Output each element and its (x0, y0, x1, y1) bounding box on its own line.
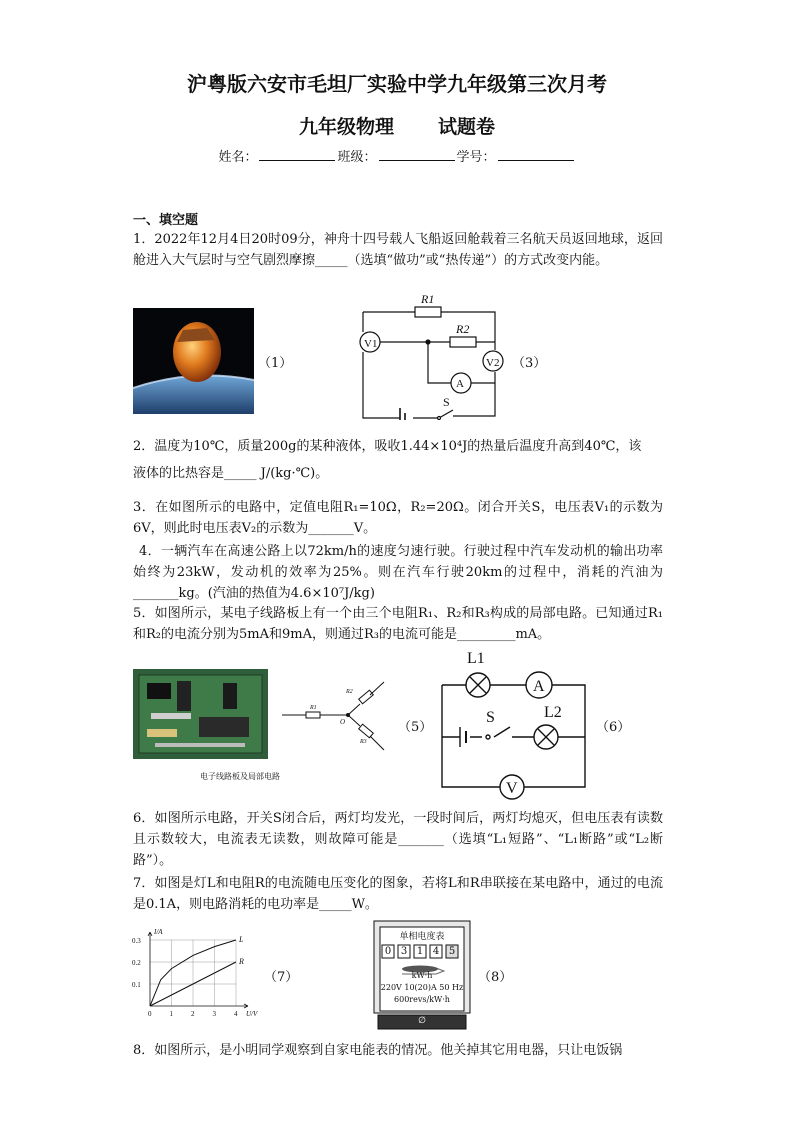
meter-spec-2: 600revs/kW·h (394, 995, 450, 1004)
series-label-L: L (239, 935, 244, 944)
question-2-line1: 2．温度为10℃，质量200g的某种液体，吸收1.44×10⁴J的热量后温度升高到40℃，该 (133, 439, 642, 454)
circuit-diagram-6 (432, 645, 592, 805)
meter-digit-3: 1 (416, 946, 424, 957)
v-label: V (506, 780, 518, 797)
y-axis (148, 932, 152, 1006)
v2-label: V2 (486, 357, 500, 369)
r1-label: R1 (310, 705, 317, 711)
meter-digit-4: 4 (432, 946, 440, 957)
figure-5-caption: 电子线路板及局部电路 (200, 772, 280, 781)
figure-6-label: （6） (596, 720, 631, 735)
question-2-line2: 液体的比热容是_____ J/(kg·℃)。 (133, 466, 329, 481)
x-axis (150, 1004, 248, 1008)
battery-symbol (400, 408, 405, 420)
r3-label: R3 (360, 739, 367, 745)
meter-digit-1: 0 (384, 946, 392, 957)
switch-s (439, 410, 453, 418)
class-label: 班级： (337, 150, 377, 165)
question-7: 7．如图是灯L和电阻R的电流随电压变化的图象，若将L和R串联接在某电路中，通过的电流是0.1A，则电路消耗的电功率是_____W。 (133, 876, 663, 912)
meter-unit: kW·h (411, 971, 433, 980)
meter-title: 单相电度表 (399, 932, 445, 942)
x-axis-label: U/V (246, 1010, 258, 1018)
circuit-diagram-3 (355, 290, 515, 420)
a-label: A (533, 678, 545, 695)
meter-digit-2: 3 (400, 946, 408, 957)
figure-5-label: （5） (398, 720, 433, 735)
s-label: S (443, 395, 450, 409)
a-label: A (456, 378, 464, 390)
id-blank[interactable] (498, 148, 574, 161)
r2-label: R2 (456, 322, 470, 336)
question-3: 3．在如图所示的电路中，定值电阻R₁=10Ω，R₂=20Ω。闭合开关S，电压表V₁的示数为6V，则此时电压表V₂的示数为_______V。 (133, 500, 663, 536)
question-6: 6．如图所示电路，开关S闭合后，两灯均发光，一段时间后，两灯均熄灭，但电压表有读数且示数较大，电流表无读数，则故障可能是_______（选填“L₁短路”、“L₁断路”或“L₂断路”）。 (133, 811, 663, 868)
figure-3-label: （3） (512, 356, 547, 371)
y-tick-label: 0.2 (132, 959, 141, 967)
iu-graph (130, 926, 262, 1024)
electric-meter (372, 919, 472, 1031)
resistor-r1 (306, 712, 320, 718)
capsule-reentry-image (133, 308, 254, 414)
r1-label: R1 (421, 292, 435, 306)
y-tick-label: 0.3 (132, 937, 141, 945)
l1-label: L1 (467, 650, 485, 667)
x-tick-label: 2 (191, 1010, 195, 1018)
meter-symbol: ∅ (418, 1016, 426, 1026)
resistor-r2 (450, 337, 476, 347)
name-blank[interactable] (259, 148, 335, 161)
s-label: S (486, 709, 495, 726)
id-label: 学号： (456, 150, 496, 165)
paper-type: 试题卷 (438, 116, 496, 138)
circuit-board-photo (133, 669, 268, 759)
y-tick-label: 0.1 (132, 981, 141, 989)
r2-label: R2 (346, 689, 353, 695)
series-label-R: R (239, 957, 244, 966)
section-heading: 一、填空题 (133, 213, 199, 228)
subject-line (0, 112, 794, 139)
question-4: 4．一辆汽车在高速公路上以72km/h的速度匀速行驶。行驶过程中汽车发动机的输出功率始终为23kW，发动机的效率为25%。则在汽车行驶20km的过程中，消耗的汽油为_______kg。(汽油的热值为4.6×10⁷J/kg) (133, 544, 663, 601)
x-tick-label: 3 (212, 1010, 216, 1018)
exam-title: 沪粤版六安市毛坦厂实验中学九年级第三次月考 (187, 72, 607, 96)
subject-name: 九年级物理 (298, 116, 394, 138)
x-tick-label: 0 (148, 1010, 152, 1018)
name-label: 姓名： (218, 150, 258, 165)
resistor-r1 (415, 307, 441, 317)
student-info (0, 146, 794, 165)
o-label: O (340, 718, 346, 726)
question-5: 5．如图所示，某电子线路板上有一个由三个电阻R₁、R₂和R₃构成的局部电路。已知通过R₁和R₂的电流分别为5mA和9mA，则通过R₃的电流可能是_________mA。 (133, 606, 663, 642)
meter-digit-5: 5 (448, 946, 456, 957)
figure-7-label: （7） (264, 970, 299, 985)
resistor-junction-diagram (280, 680, 390, 760)
l2-label: L2 (544, 704, 562, 721)
resistor-r2 (359, 690, 374, 704)
class-blank[interactable] (379, 148, 455, 161)
question-8: 8．如图所示，是小明同学观察到自家电能表的情况。他关掉其它用电器，只让电饭锅 (133, 1043, 623, 1058)
x-tick-label: 1 (169, 1010, 173, 1018)
v1-label: V1 (364, 338, 378, 350)
y-axis-label: I/A (154, 928, 163, 936)
meter-spec-1: 220V 10(20)A 50 Hz (380, 983, 464, 992)
figure-1-label: （1） (258, 356, 293, 371)
question-1: 1．2022年12月4日20时09分，神舟十四号载人飞船返回舱载着三名航天员返回地球，返回舱进入大气层时与空气剧烈摩擦_____（选填“做功”或“热传递”）的方式改变内能。 (133, 232, 663, 268)
x-tick-label: 4 (234, 1010, 238, 1018)
figure-8-label: （8） (478, 970, 513, 985)
resistor-r3 (359, 724, 374, 738)
